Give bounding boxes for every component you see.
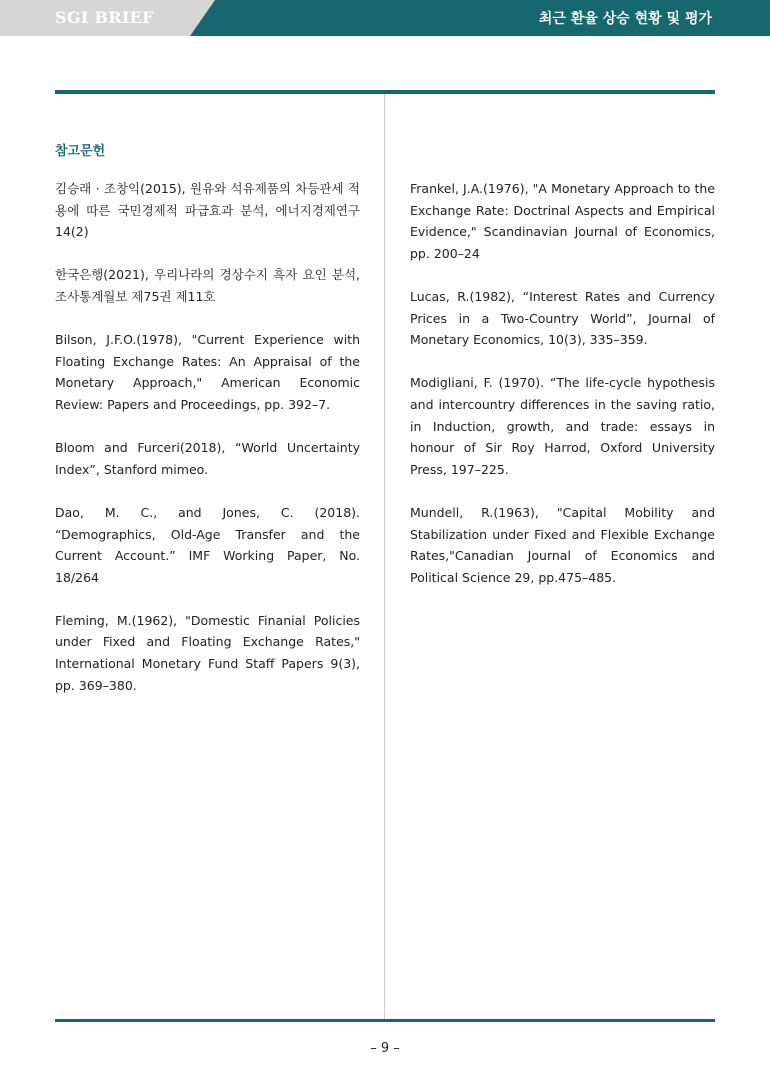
bottom-rule xyxy=(55,1019,715,1022)
reference-item: Bloom and Furceri(2018), “World Uncertainty Index”, Stanford mimeo. xyxy=(55,440,360,477)
brand-label: SGI BRIEF xyxy=(55,8,154,27)
reference-item: Mundell, R.(1963), "Capital Mobility and Stabilization under Fixed and Flexible Exchange Rates,"Canadian Journal of Economics and Political Science 29, pp.475–485. xyxy=(410,504,715,585)
header-title: 최근 환율 상승 현황 및 평가 xyxy=(538,11,712,27)
page-number: – 9 – xyxy=(370,1041,400,1056)
reference-item: Fleming, M.(1962), "Domestic Finanial Policies under Fixed and Floating Exchange Rates," International Monetary Fund Staff Papers 9(3), pp. 369–380. xyxy=(55,612,360,693)
references-right-column xyxy=(410,178,715,610)
page-header xyxy=(0,0,770,36)
top-rule xyxy=(55,90,715,94)
references-left-column xyxy=(55,178,360,718)
reference-item: Frankel, J.A.(1976), "A Monetary Approach to the Exchange Rate: Doctrinal Aspects and Empirical Evidence," Scandinavian Journal of Economics, pp. 200–24 xyxy=(410,181,715,261)
reference-item: Lucas, R.(1982), “Interest Rates and Currency Prices in a Two-Country World”, Journal of Monetary Economics, 10(3), 335–359. xyxy=(410,288,715,348)
reference-item: 한국은행(2021), 우리나라의 경상수지 흑자 요인 분석, 조사통계월보 제75권 제11호 xyxy=(55,267,360,304)
section-title: 참고문헌 xyxy=(55,144,106,159)
reference-item: Dao, M. C., and Jones, C. (2018). “Demographics, Old-Age Transfer and the Current Account.” IMF Working Paper, No. 18/264 xyxy=(55,504,360,585)
reference-item: Bilson, J.F.O.(1978), "Current Experience with Floating Exchange Rates: An Appraisal of the Monetary Approach," American Economic Review: Papers and Proceedings, pp. 392–7. xyxy=(55,332,360,412)
reference-item: Modigliani, F. (1970). “The life-cycle hypothesis and intercountry differences in the saving ratio, in Induction, growth, and trade: essays in honour of Sir Roy Harrod, Oxford University Press, 197–225. xyxy=(410,375,715,477)
reference-item: 김승래 · 조창익(2015), 원유와 석유제품의 차등관세 적용에 따른 국민경제적 파급효과 분석, 에너지경제연구 14(2) xyxy=(55,181,360,240)
column-divider xyxy=(384,94,385,1019)
